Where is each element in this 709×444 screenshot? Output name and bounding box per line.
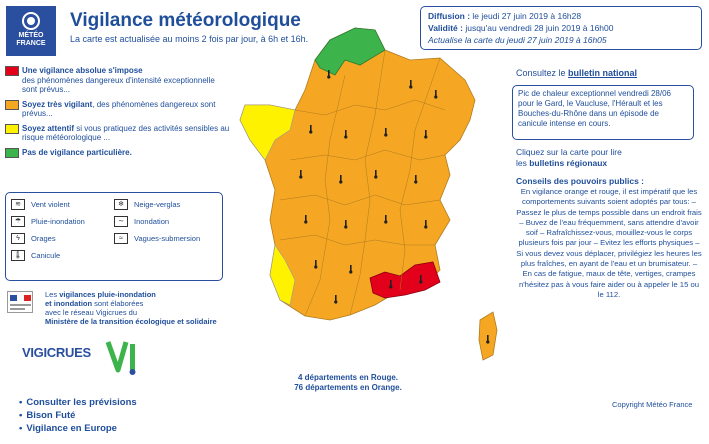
legend-green-title: Pas de vigilance particulière. <box>22 147 132 157</box>
legend-yellow-title: Soyez attentif <box>22 123 75 133</box>
vagues-label: Vagues-submersion <box>134 234 201 243</box>
copyright: Copyright Météo France <box>612 400 693 409</box>
pluie-label: Pluie-inondation <box>31 217 85 226</box>
legend-red-title: Une vigilance absolue s'impose <box>22 66 143 75</box>
inondation-label: Inondation <box>134 217 170 226</box>
diffusion-value: le jeudi 27 juin 2019 à 16h28 <box>472 11 582 21</box>
count-red: 4 départements en Rouge. <box>297 373 399 382</box>
heat-icon: 🌡 <box>11 250 25 261</box>
france-vigilance-map[interactable] <box>235 20 515 375</box>
legend-orange-title: Soyez très vigilant <box>22 99 93 109</box>
page-subtitle: La carte est actualisée au moins 2 fois par jour, à 6h et 16h. <box>70 34 309 44</box>
flood-icon: ∼ <box>114 216 128 227</box>
validite-label: Validité : <box>428 23 463 33</box>
ministry-flag-icon <box>7 291 33 313</box>
vi-logo-icon[interactable] <box>104 336 144 376</box>
link-vigilance-europe[interactable]: • Vigilance en Europe <box>28 422 137 435</box>
vigi-pluie-bold: vigilances pluie-inondation <box>59 290 156 299</box>
bulletin-national-link[interactable]: bulletin national <box>568 68 638 78</box>
link-previsions[interactable]: • Consulter les prévisions <box>28 396 137 409</box>
yellow-swatch <box>5 124 19 134</box>
legend-orange-text: , des phénomènes dangereux sont prévus... <box>22 99 216 118</box>
color-legend <box>5 66 230 165</box>
count-orange: 76 départements en Orange. <box>294 382 402 392</box>
validite-value: jusqu'au vendredi 28 juin 2019 à 16h00 <box>465 23 614 33</box>
neige-label: Neige-verglas <box>134 200 181 209</box>
diffusion-label: Diffusion : <box>428 11 471 21</box>
rain-icon: ☂ <box>11 216 25 227</box>
regional-bulletins-link[interactable]: bulletins régionaux <box>529 158 608 168</box>
conseils-text: En vigilance orange et rouge, il est impératif que les comportements suivants soient adoptés par tous: – Passez le plus de temps possible dans un endroit frais – Buvez de l'eau fréquemment, sans attendre d'avoir soif – Rafraîchissez-vous, mouillez-vous le corps plusieurs fois par jour – Evitez les efforts physiques – Si vous devez vous déplacer, privilégiez les heures les plus fraîches, en ayant de l'eau et un brumisateur. – En cas de fatigue, maux de tête, vertiges, crampes n'hésitez pas à vous faire aider ou à appeler le 15 ou le 112. <box>516 187 702 299</box>
legend-green <box>5 148 230 160</box>
footer-links <box>28 396 137 435</box>
red-swatch <box>5 66 19 76</box>
orages-label: Orages <box>31 234 56 243</box>
vigilance-pluie-note: Les vigilances pluie-inondation et inondation sont élaborées avec le réseau Vigicrues du Ministère de la transition écologique et solidaire <box>5 290 240 326</box>
wave-icon: ≈ <box>114 233 128 244</box>
storm-icon: ϟ <box>11 233 25 244</box>
conseils-title: Conseils des pouvoirs publics : <box>516 176 644 186</box>
page-title: Vigilance météorologique <box>70 10 301 31</box>
snow-icon: ❄ <box>114 199 128 210</box>
legend-yellow-text: si vous pratiquez des activités sensibles au risque météorologique ... <box>22 123 230 142</box>
logo-icon <box>22 12 40 30</box>
orange-swatch <box>5 100 19 110</box>
vent-label: Vent violent <box>31 200 70 209</box>
phenomena-legend <box>5 192 223 281</box>
legend-red <box>5 66 230 95</box>
canicule-label: Canicule <box>31 251 61 260</box>
ministry-name[interactable]: Ministère de la transition écologique et solidaire <box>45 317 217 326</box>
bulletin-national: Consultez le bulletin national <box>516 68 638 78</box>
logo-line1: MÉTÉO <box>18 32 44 39</box>
legend-red-text: des phénomènes dangereux d'intensité exceptionnelle sont prévus... <box>22 75 215 94</box>
regional-bulletins: Cliquez sur la carte pour lire les bulletins régionaux <box>516 147 622 168</box>
link-bison-fute[interactable]: • Bison Futé <box>28 409 137 422</box>
department-count <box>238 373 458 392</box>
wind-icon: ≋ <box>11 199 25 210</box>
legend-yellow <box>5 124 230 143</box>
pic-chaleur-box: Pic de chaleur exceptionnel vendredi 28/06 pour le Gard, le Vaucluse, l'Hérault et les Bouches-du-Rhône dans un épisode de canicule intense en cours. <box>512 85 694 140</box>
legend-orange <box>5 100 230 119</box>
green-swatch <box>5 148 19 158</box>
update-link[interactable]: Actualise la carte du jeudi 27 juin 2019 à 16h05 <box>428 35 607 45</box>
logo-line2: FRANCE <box>16 40 46 47</box>
meteo-france-logo[interactable] <box>6 6 56 56</box>
vigicrues-logo[interactable]: VIGICRUES <box>22 345 91 360</box>
